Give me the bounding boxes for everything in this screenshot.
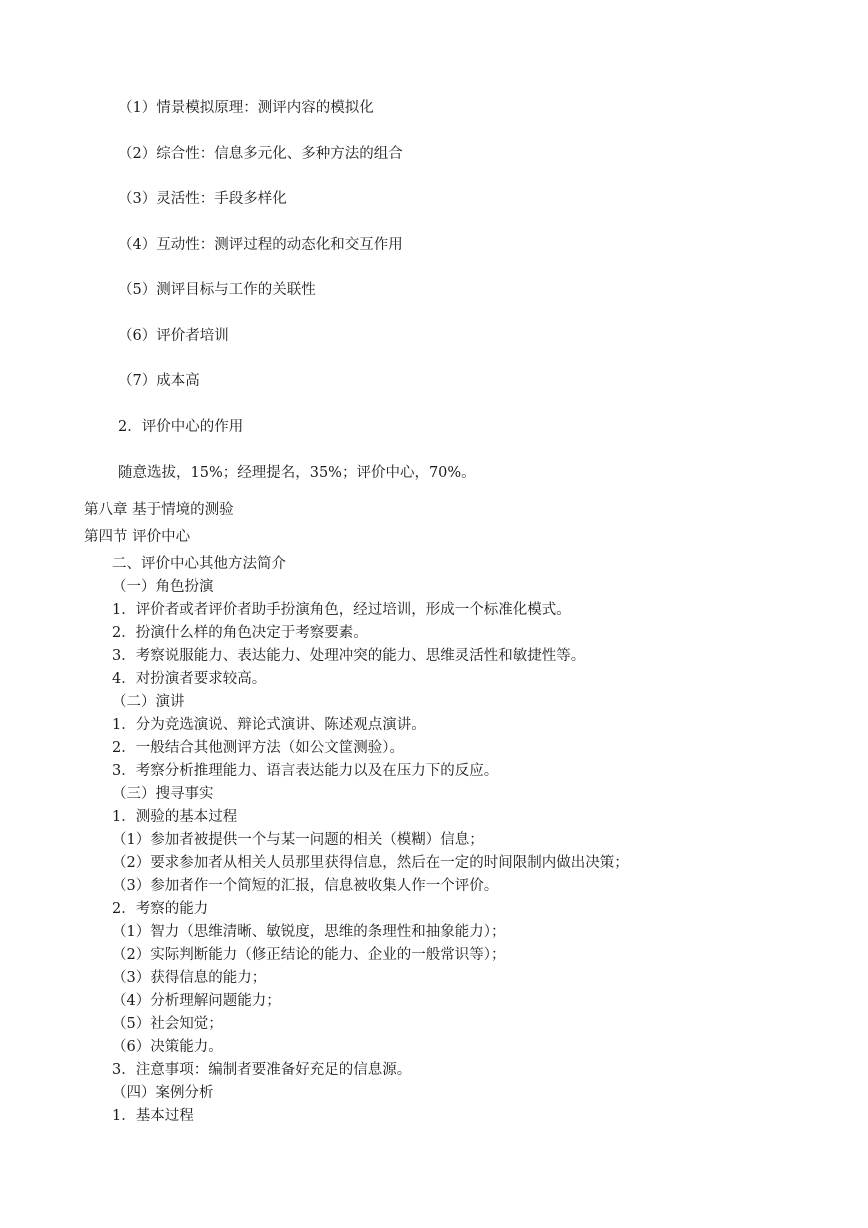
role-of-center-heading: 2．评价中心的作用	[118, 419, 244, 435]
feature-item-6: （6）评价者培训	[118, 328, 229, 344]
feature-item-1: （1）情景模拟原理：测评内容的模拟化	[118, 100, 374, 116]
case-analysis-title: （四）案例分析	[112, 1085, 214, 1101]
role-play-item-1: 1．评价者或者评价者助手扮演角色，经过培训，形成一个标准化模式。	[112, 602, 571, 618]
feature-item-3: （3）灵活性：手段多样化	[118, 191, 287, 207]
speech-item-1: 1．分为竞选演说、辩论式演讲、陈述观点演讲。	[112, 717, 426, 733]
fact-finding-title: （三）搜寻事实	[112, 786, 214, 802]
fact-finding-ability-item-5: （5）社会知觉；	[112, 1016, 223, 1032]
fact-finding-ability-item-1: （1）智力（思维清晰、敏锐度，思维的条理性和抽象能力）；	[112, 924, 506, 940]
fact-finding-ability-item-6: （6）决策能力。	[112, 1039, 223, 1055]
feature-item-2: （2）综合性：信息多元化、多种方法的组合	[118, 146, 403, 162]
fact-finding-process-title: 1．测验的基本过程	[112, 809, 238, 825]
case-analysis-item-1: 1．基本过程	[112, 1108, 194, 1124]
fact-finding-process-item-1: （1）参加者被提供一个与某一问题的相关（模糊）信息；	[112, 832, 484, 848]
role-play-item-3: 3．考察说服能力、表达能力、处理冲突的能力、思维灵活性和敏捷性等。	[112, 648, 586, 664]
fact-finding-process-item-2: （2）要求参加者从相关人员那里获得信息，然后在一定的时间限制内做出决策；	[112, 855, 629, 871]
fact-finding-ability-item-2: （2）实际判断能力（修正结论的能力、企业的一般常识等）；	[112, 947, 506, 963]
subsection-title: 二、评价中心其他方法简介	[112, 556, 286, 572]
fact-finding-process-item-3: （3）参加者作一个简短的汇报，信息被收集人作一个评价。	[112, 878, 499, 894]
fact-finding-ability-title: 2．考察的能力	[112, 901, 209, 917]
role-play-title: （一）角色扮演	[112, 579, 214, 595]
feature-item-5: （5）测评目标与工作的关联性	[118, 282, 316, 298]
feature-item-4: （4）互动性：测评过程的动态化和交互作用	[118, 237, 403, 253]
selection-stats: 随意选拔，15%；经理提名，35%；评价中心，70%。	[118, 465, 476, 481]
section-title: 第四节 评价中心	[84, 529, 191, 545]
fact-finding-ability-item-3: （3）获得信息的能力；	[112, 970, 267, 986]
role-play-item-4: 4．对扮演者要求较高。	[112, 671, 267, 687]
fact-finding-note: 3．注意事项：编制者要准备好充足的信息源。	[112, 1062, 412, 1078]
speech-item-3: 3．考察分析推理能力、语言表达能力以及在压力下的反应。	[112, 763, 499, 779]
chapter-title: 第八章 基于情境的测验	[84, 502, 234, 518]
feature-item-7: （7）成本高	[118, 373, 200, 389]
speech-title: （二）演讲	[112, 694, 185, 710]
speech-item-2: 2．一般结合其他测评方法（如公文筐测验）。	[112, 740, 404, 756]
fact-finding-ability-item-4: （4）分析理解问题能力；	[112, 993, 281, 1009]
role-play-item-2: 2．扮演什么样的角色决定于考察要素。	[112, 625, 368, 641]
